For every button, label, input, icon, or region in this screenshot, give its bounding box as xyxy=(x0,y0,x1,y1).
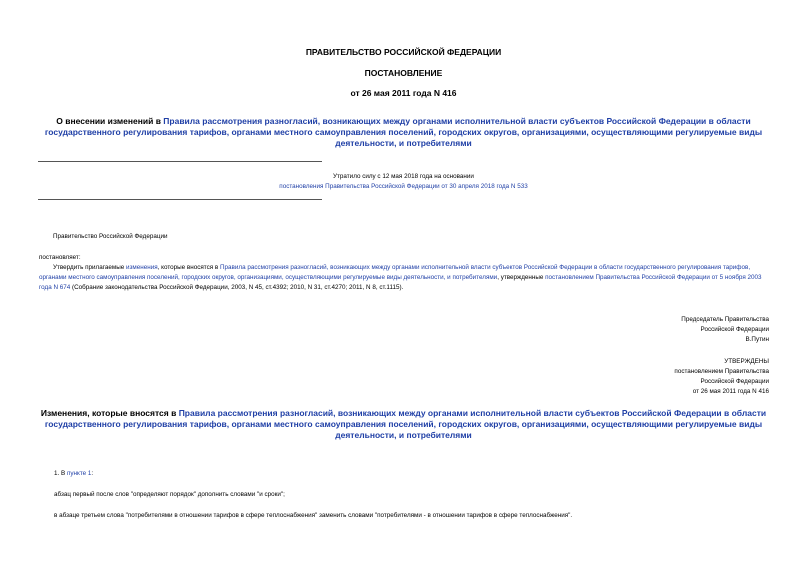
title-rules-link[interactable]: Правила рассмотрения разногласий, возникающих между органами исполнительной власти субъектов Российской Федерации в области государственного регулирования тарифов, органами местного самоуправления поселений, городских округов, организациями, осуществляющими регулируемые виды деятельности, и потребителями xyxy=(44,116,763,148)
item-1-prefix: 1. В xyxy=(54,470,67,477)
divider-top xyxy=(38,161,322,162)
approve-text: Утвердить прилагаемые xyxy=(53,264,126,271)
document-date-number: от 26 мая 2011 года N 416 xyxy=(350,88,457,98)
divider-bottom xyxy=(38,199,322,200)
approval-by: постановлением Правительства xyxy=(674,368,769,375)
document-title xyxy=(40,116,767,149)
which-text: , которые вносятся в xyxy=(157,264,221,271)
changes-title-rules-link[interactable]: Правила рассмотрения разногласий, возникающих между органами исполнительной власти субъектов Российской Федерации в области государственного регулирования тарифов, органами местного самоуправления поселений, городских округов, организациями, осуществляющими регулируемые виды деятельности, и потребителями xyxy=(44,408,767,440)
decree-word: постановляет: xyxy=(39,254,81,261)
signature-position: Председатель Правительства xyxy=(681,316,769,323)
changes-title-prefix: Изменения, которые вносятся в xyxy=(40,408,179,418)
approval-block xyxy=(674,357,769,397)
title-prefix: О внесении изменений в xyxy=(56,116,164,126)
status-line: Утратило силу с 12 мая 2018 года на основании xyxy=(333,173,474,180)
signature-block xyxy=(681,315,769,345)
changes-title xyxy=(40,408,767,441)
approval-date: от 26 мая 2011 года N 416 xyxy=(692,388,769,395)
approved-text: , утвержденные xyxy=(497,274,546,281)
signature-country: Российской Федерации xyxy=(700,326,769,333)
approval-heading: УТВЕРЖДЕНЫ xyxy=(724,358,769,365)
signature-name: В.Путин xyxy=(745,336,769,343)
decree-674-link[interactable]: постановлением Правительства Российской Федерации от 5 ноября 2003 года N 674 xyxy=(39,274,762,291)
item-1-suffix: : xyxy=(91,470,94,477)
item-1 xyxy=(54,469,93,479)
paragraph-b: в абзаце третьем слова "потребителями в отношении тарифов в сфере теплоснабжения" заменить словами "потребителями - в отношении тарифов в сфере теплоснабжения". xyxy=(54,512,573,519)
paragraph-a: абзац первый после слов "определяют порядок" дополнить словами "и сроки"; xyxy=(54,491,285,498)
rules-link[interactable]: Правила рассмотрения разногласий, возникающих между органами исполнительной власти субъектов Российской Федерации в области государственного регулирования тарифов, органами местного самоуправления поселений, городских округов, организациями, осуществляющими регулируемые виды деятельности, и потребителями xyxy=(39,264,751,281)
document-type: ПОСТАНОВЛЕНИЕ xyxy=(364,68,443,78)
intro-text: Правительство Российской Федерации xyxy=(53,233,168,240)
approval-country: Российской Федерации xyxy=(700,378,769,385)
item-1-point-link[interactable]: пункте 1 xyxy=(66,470,92,477)
approve-paragraph xyxy=(39,263,770,293)
citation-text: (Собрание законодательства Российской Федерации, 2003, N 45, ст.4392; 2010, N 31, ст.4270; 2011, N 8, ст.1115). xyxy=(70,284,404,291)
changes-link[interactable]: изменения xyxy=(126,264,158,271)
government-heading: ПРАВИТЕЛЬСТВО РОССИЙСКОЙ ФЕДЕРАЦИИ xyxy=(305,47,502,57)
status-repeal-link[interactable]: постановления Правительства Российской Федерации от 30 апреля 2018 года N 533 xyxy=(279,183,528,190)
